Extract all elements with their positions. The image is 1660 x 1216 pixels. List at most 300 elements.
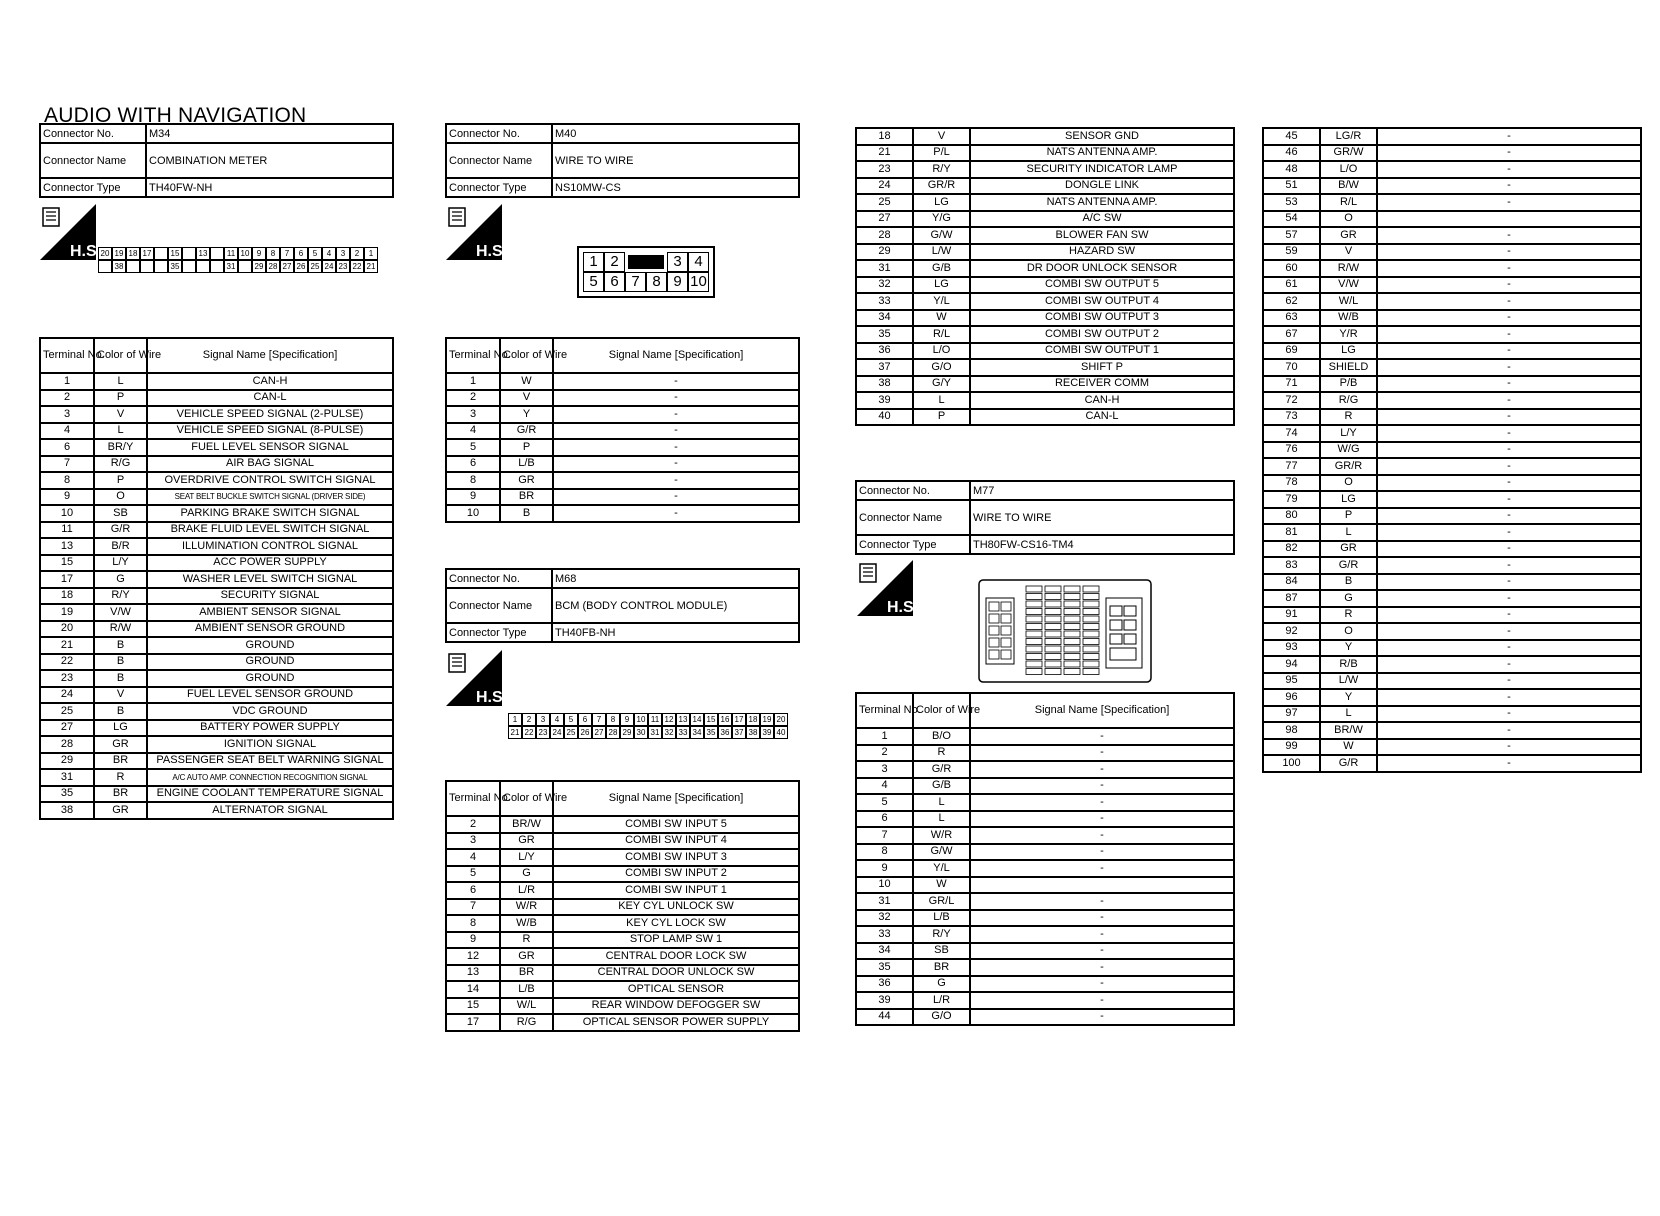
connector-pin: 2 <box>522 713 536 726</box>
harness-side-icon <box>40 204 102 260</box>
color-cell: R/W <box>94 621 147 638</box>
connector-pin: 39 <box>760 726 774 739</box>
connector-pin: 1 <box>364 247 378 260</box>
connector-pin: 8 <box>266 247 280 260</box>
signal-cell: - <box>1377 706 1641 723</box>
color-cell: LG <box>1320 491 1377 508</box>
color-cell: R/B <box>1320 656 1377 673</box>
color-cell: G/O <box>913 359 970 376</box>
color-cell: P <box>1320 508 1377 525</box>
terminal-cell: 6 <box>856 811 913 828</box>
connector-pin: 22 <box>350 260 364 273</box>
color-cell: G <box>500 866 553 883</box>
terminal-cell: 53 <box>1263 194 1320 211</box>
signal-cell: DONGLE LINK <box>970 178 1234 195</box>
connector-pin: 13 <box>676 713 690 726</box>
signal-cell: COMBI SW INPUT 3 <box>553 849 799 866</box>
connector-pin: 15 <box>168 247 182 260</box>
connector-cavity <box>1064 586 1080 592</box>
color-cell: G/R <box>1320 755 1377 772</box>
color-cell: R <box>94 769 147 786</box>
color-cell: Y <box>500 406 553 423</box>
terminal-cell: 8 <box>40 472 94 489</box>
terminal-cell: 19 <box>40 604 94 621</box>
signal-cell: - <box>1377 541 1641 558</box>
signal-cell: - <box>1377 491 1641 508</box>
table-row <box>1263 541 1641 558</box>
terminal-cell: 10 <box>446 505 500 522</box>
signal-cell: - <box>1377 557 1641 574</box>
terminal-cell: 35 <box>40 786 94 803</box>
color-cell: L/R <box>913 992 970 1009</box>
terminal-cell: 37 <box>856 359 913 376</box>
signal-cell: - <box>1377 689 1641 706</box>
col-color: Color of Wire <box>913 693 970 728</box>
signal-cell: A/C SW <box>970 211 1234 228</box>
signal-cell: - <box>1377 524 1641 541</box>
signal-cell: - <box>1377 343 1641 360</box>
table-row <box>446 816 799 833</box>
table-row <box>1263 178 1641 195</box>
label-connector-no: Connector No. <box>446 569 552 588</box>
terminal-cell: 1 <box>446 373 500 390</box>
terminal-cell: 23 <box>856 161 913 178</box>
connector-pin: 26 <box>578 726 592 739</box>
label-connector-type: Connector Type <box>856 535 970 554</box>
terminal-cell: 61 <box>1263 277 1320 294</box>
signal-cell: ALTERNATOR SIGNAL <box>147 802 393 819</box>
terminal-cell: 9 <box>446 932 500 949</box>
signal-cell: - <box>1377 722 1641 739</box>
color-cell: L <box>913 392 970 409</box>
terminal-cell: 6 <box>446 456 500 473</box>
color-cell: L/W <box>913 244 970 261</box>
terminal-cell: 35 <box>856 326 913 343</box>
terminal-cell: 73 <box>1263 409 1320 426</box>
signal-cell: - <box>970 778 1234 795</box>
terminal-cell: 13 <box>446 965 500 982</box>
connector-pin <box>154 260 168 273</box>
table-row <box>856 128 1234 145</box>
color-cell: V <box>94 687 147 704</box>
connector-cavity <box>1001 626 1011 635</box>
signal-cell: - <box>553 489 799 506</box>
table-row <box>1263 458 1641 475</box>
table-row <box>40 588 393 605</box>
color-cell: L/W <box>1320 673 1377 690</box>
connector-cavity <box>1064 639 1080 645</box>
color-cell: R/L <box>1320 194 1377 211</box>
terminal-cell: 34 <box>856 943 913 960</box>
connector-cavity <box>1083 586 1099 592</box>
label-connector-no: Connector No. <box>446 124 552 143</box>
label-connector-type: Connector Type <box>40 178 146 197</box>
connector-pin: 20 <box>98 247 112 260</box>
terminal-cell: 100 <box>1263 755 1320 772</box>
table-row <box>446 965 799 982</box>
connector-cavity <box>1064 609 1080 615</box>
table-row <box>856 1009 1234 1026</box>
terminal-cell: 63 <box>1263 310 1320 327</box>
table-row <box>1263 491 1641 508</box>
terminal-cell: 35 <box>856 959 913 976</box>
terminal-cell: 9 <box>856 860 913 877</box>
terminal-cell: 84 <box>1263 574 1320 591</box>
connector-pin: 7 <box>280 247 294 260</box>
terminal-cell: 29 <box>856 244 913 261</box>
table-row <box>446 915 799 932</box>
connector-cavity <box>1083 616 1099 622</box>
table-row <box>856 992 1234 1009</box>
terminal-cell: 94 <box>1263 656 1320 673</box>
connector-cavity <box>1045 616 1061 622</box>
color-cell: B <box>94 670 147 687</box>
table-row <box>40 802 393 819</box>
table-row <box>856 811 1234 828</box>
table-row <box>856 761 1234 778</box>
signal-cell: - <box>1377 508 1641 525</box>
color-cell: Y/R <box>1320 326 1377 343</box>
table-row <box>446 423 799 440</box>
m34-terminal-table <box>39 337 394 820</box>
terminal-cell: 8 <box>446 915 500 932</box>
table-row <box>856 778 1234 795</box>
terminal-cell: 57 <box>1263 227 1320 244</box>
color-cell: O <box>1320 475 1377 492</box>
table-row <box>1263 607 1641 624</box>
connector-pin: 29 <box>620 726 634 739</box>
connector-pin <box>98 260 112 273</box>
signal-cell: - <box>1377 409 1641 426</box>
terminal-cell: 71 <box>1263 376 1320 393</box>
table-row <box>856 359 1234 376</box>
terminal-cell: 22 <box>40 654 94 671</box>
color-cell: B/R <box>94 538 147 555</box>
table-row <box>40 654 393 671</box>
signal-cell: - <box>553 505 799 522</box>
terminal-cell: 15 <box>446 998 500 1015</box>
signal-cell: - <box>970 811 1234 828</box>
table-row <box>40 786 393 803</box>
signal-cell: - <box>970 844 1234 861</box>
color-cell: W <box>1320 739 1377 756</box>
signal-cell: - <box>553 423 799 440</box>
connector-cavity <box>1026 586 1042 592</box>
table-row <box>1263 673 1641 690</box>
signal-cell: SENSOR GND <box>970 128 1234 145</box>
signal-cell: NATS ANTENNA AMP. <box>970 145 1234 162</box>
signal-cell: - <box>1377 376 1641 393</box>
table-row <box>1263 656 1641 673</box>
terminal-cell: 39 <box>856 992 913 1009</box>
color-cell: G/W <box>913 844 970 861</box>
signal-cell: - <box>1377 145 1641 162</box>
signal-cell: - <box>1377 673 1641 690</box>
terminal-cell: 3 <box>446 406 500 423</box>
connector-cavity <box>1026 639 1042 645</box>
connector-cavity <box>989 650 999 659</box>
connector-cavity <box>1026 631 1042 637</box>
terminal-cell: 95 <box>1263 673 1320 690</box>
connector-pin: 34 <box>690 726 704 739</box>
connector-m34-info <box>39 123 394 198</box>
signal-cell: - <box>1377 310 1641 327</box>
color-cell: BR <box>500 965 553 982</box>
terminal-cell: 83 <box>1263 557 1320 574</box>
signal-cell: - <box>1377 607 1641 624</box>
table-row <box>40 472 393 489</box>
connector-pin: 6 <box>294 247 308 260</box>
connector-cavity <box>1026 609 1042 615</box>
connector-cavity <box>1045 609 1061 615</box>
signal-cell: SECURITY INDICATOR LAMP <box>970 161 1234 178</box>
connector-pin: 7 <box>592 713 606 726</box>
color-cell: W/B <box>500 915 553 932</box>
terminal-cell: 7 <box>446 899 500 916</box>
color-cell: GR/R <box>1320 458 1377 475</box>
color-cell: GR <box>1320 227 1377 244</box>
connector-cavity <box>1045 661 1061 667</box>
connector-cavity <box>1083 624 1099 630</box>
terminal-cell: 21 <box>40 637 94 654</box>
connector-pin: 18 <box>746 713 760 726</box>
connector-cavity <box>1064 631 1080 637</box>
connector-pin: 22 <box>522 726 536 739</box>
terminal-cell: 3 <box>446 833 500 850</box>
terminal-cell: 3 <box>856 761 913 778</box>
table-row <box>1263 359 1641 376</box>
terminal-cell: 79 <box>1263 491 1320 508</box>
terminal-cell: 4 <box>446 849 500 866</box>
signal-cell: COMBI SW OUTPUT 3 <box>970 310 1234 327</box>
terminal-cell: 78 <box>1263 475 1320 492</box>
connector-cavity <box>1064 654 1080 660</box>
terminal-cell: 81 <box>1263 524 1320 541</box>
color-cell: L/Y <box>94 555 147 572</box>
table-row <box>856 145 1234 162</box>
color-cell: V <box>1320 244 1377 261</box>
connector-pin: 14 <box>690 713 704 726</box>
connector-pin: 11 <box>648 713 662 726</box>
hs-label: H.S. <box>476 689 508 706</box>
signal-cell: FUEL LEVEL SENSOR GROUND <box>147 687 393 704</box>
signal-cell: - <box>1377 359 1641 376</box>
table-row <box>1263 277 1641 294</box>
color-cell: L/B <box>913 910 970 927</box>
col-signal: Signal Name [Specification] <box>147 338 393 373</box>
table-row <box>1263 623 1641 640</box>
color-cell: L <box>1320 706 1377 723</box>
connector-cavity <box>1064 594 1080 600</box>
table-row <box>40 505 393 522</box>
color-cell: R/G <box>94 456 147 473</box>
color-cell: SHIELD <box>1320 359 1377 376</box>
signal-cell: - <box>970 860 1234 877</box>
terminal-cell: 2 <box>446 816 500 833</box>
table-row <box>40 406 393 423</box>
signal-cell: VEHICLE SPEED SIGNAL (2-PULSE) <box>147 406 393 423</box>
connector-cavity <box>1083 639 1099 645</box>
connector-pin: 13 <box>196 247 210 260</box>
color-cell: P <box>94 472 147 489</box>
label-connector-no: Connector No. <box>40 124 146 143</box>
table-row <box>1263 392 1641 409</box>
color-cell: Y/L <box>913 293 970 310</box>
color-cell: B/O <box>913 728 970 745</box>
table-row <box>40 390 393 407</box>
color-cell: P <box>913 409 970 426</box>
terminal-cell: 1 <box>40 373 94 390</box>
terminal-cell: 25 <box>40 703 94 720</box>
color-cell: R/Y <box>94 588 147 605</box>
table-row <box>1263 689 1641 706</box>
m40-connector-face <box>577 246 715 298</box>
color-cell: B <box>94 654 147 671</box>
color-cell: GR/W <box>1320 145 1377 162</box>
connector-pin: 17 <box>140 247 154 260</box>
connector-pin: 2 <box>604 252 625 272</box>
terminal-cell: 13 <box>40 538 94 555</box>
signal-cell: - <box>553 439 799 456</box>
table-row <box>856 244 1234 261</box>
signal-cell: AIR BAG SIGNAL <box>147 456 393 473</box>
table-row <box>1263 508 1641 525</box>
connector-cavity <box>1026 654 1042 660</box>
connector-pin: 9 <box>252 247 266 260</box>
connector-cavity <box>989 614 999 623</box>
color-cell: B <box>94 637 147 654</box>
signal-cell: - <box>1377 442 1641 459</box>
label-connector-no: Connector No. <box>856 481 970 500</box>
label-connector-name: Connector Name <box>856 500 970 535</box>
connector-cavity <box>1083 661 1099 667</box>
m77-type: TH80FW-CS16-TM4 <box>970 535 1234 554</box>
table-row <box>446 456 799 473</box>
terminal-cell: 96 <box>1263 689 1320 706</box>
terminal-cell: 70 <box>1263 359 1320 376</box>
terminal-cell: 38 <box>856 376 913 393</box>
connector-pin: 27 <box>592 726 606 739</box>
color-cell: Y/G <box>913 211 970 228</box>
terminal-cell: 27 <box>40 720 94 737</box>
col-terminal: Terminal No. <box>40 338 94 373</box>
col-terminal: Terminal No. <box>856 693 913 728</box>
signal-cell: CAN-H <box>970 392 1234 409</box>
signal-cell: - <box>1377 194 1641 211</box>
terminal-cell: 92 <box>1263 623 1320 640</box>
table-row <box>1263 574 1641 591</box>
color-cell: L <box>94 373 147 390</box>
terminal-cell: 2 <box>40 390 94 407</box>
color-cell: V <box>500 390 553 407</box>
terminal-cell: 77 <box>1263 458 1320 475</box>
signal-cell: - <box>970 827 1234 844</box>
color-cell: Y <box>1320 640 1377 657</box>
connector-pin: 18 <box>126 247 140 260</box>
connector-cavity <box>1026 669 1042 675</box>
connector-pin-row <box>508 713 788 726</box>
connector-pin: 3 <box>536 713 550 726</box>
color-cell: P/B <box>1320 376 1377 393</box>
terminal-cell: 62 <box>1263 293 1320 310</box>
color-cell: G/Y <box>913 376 970 393</box>
m68-no: M68 <box>552 569 799 588</box>
harness-side-icon <box>446 650 508 706</box>
table-row <box>1263 227 1641 244</box>
terminal-cell: 7 <box>40 456 94 473</box>
table-row <box>856 277 1234 294</box>
terminal-cell: 10 <box>40 505 94 522</box>
table-row <box>1263 145 1641 162</box>
connector-cavity <box>1001 602 1011 611</box>
table-row <box>856 376 1234 393</box>
table-row <box>856 893 1234 910</box>
terminal-cell: 10 <box>856 877 913 894</box>
signal-cell: DR DOOR UNLOCK SENSOR <box>970 260 1234 277</box>
m68-connector-face <box>508 713 788 739</box>
signal-cell: CENTRAL DOOR LOCK SW <box>553 948 799 965</box>
color-cell: R <box>913 745 970 762</box>
signal-cell: - <box>1377 392 1641 409</box>
signal-cell: COMBI SW OUTPUT 5 <box>970 277 1234 294</box>
table-row <box>40 571 393 588</box>
table-row <box>1263 161 1641 178</box>
terminal-cell: 17 <box>446 1014 500 1031</box>
color-cell: W <box>913 310 970 327</box>
color-cell: P <box>94 390 147 407</box>
color-cell: V <box>94 406 147 423</box>
color-cell: G <box>1320 590 1377 607</box>
table-row <box>1263 211 1641 228</box>
signal-cell: BLOWER FAN SW <box>970 227 1234 244</box>
m77-no: M77 <box>970 481 1234 500</box>
color-cell: BR <box>94 786 147 803</box>
signal-cell: - <box>970 745 1234 762</box>
signal-cell: COMBI SW OUTPUT 2 <box>970 326 1234 343</box>
m40-no: M40 <box>552 124 799 143</box>
table-row <box>856 194 1234 211</box>
connector-pin: 38 <box>112 260 126 273</box>
color-cell: G/R <box>1320 557 1377 574</box>
color-cell: L/Y <box>500 849 553 866</box>
col-color: Color of Wire <box>500 338 553 373</box>
table-row <box>446 849 799 866</box>
color-cell: BR <box>913 959 970 976</box>
table-row <box>40 423 393 440</box>
connector-pin: 10 <box>238 247 252 260</box>
table-row <box>1263 293 1641 310</box>
m34-type: TH40FW-NH <box>146 178 393 197</box>
signal-cell: - <box>553 456 799 473</box>
table-row <box>856 227 1234 244</box>
color-cell: GR/R <box>913 178 970 195</box>
signal-cell: OVERDRIVE CONTROL SWITCH SIGNAL <box>147 472 393 489</box>
table-row <box>40 687 393 704</box>
connector-pin: 12 <box>662 713 676 726</box>
signal-cell: - <box>1377 475 1641 492</box>
color-cell: W <box>500 373 553 390</box>
connector-cavity <box>1064 624 1080 630</box>
signal-cell: - <box>970 943 1234 960</box>
terminal-cell: 15 <box>40 555 94 572</box>
table-row <box>40 489 393 506</box>
signal-cell: OPTICAL SENSOR <box>553 981 799 998</box>
connector-pin: 35 <box>168 260 182 273</box>
table-row <box>856 728 1234 745</box>
color-cell: W <box>913 877 970 894</box>
terminal-cell: 44 <box>856 1009 913 1026</box>
color-cell: B <box>94 703 147 720</box>
